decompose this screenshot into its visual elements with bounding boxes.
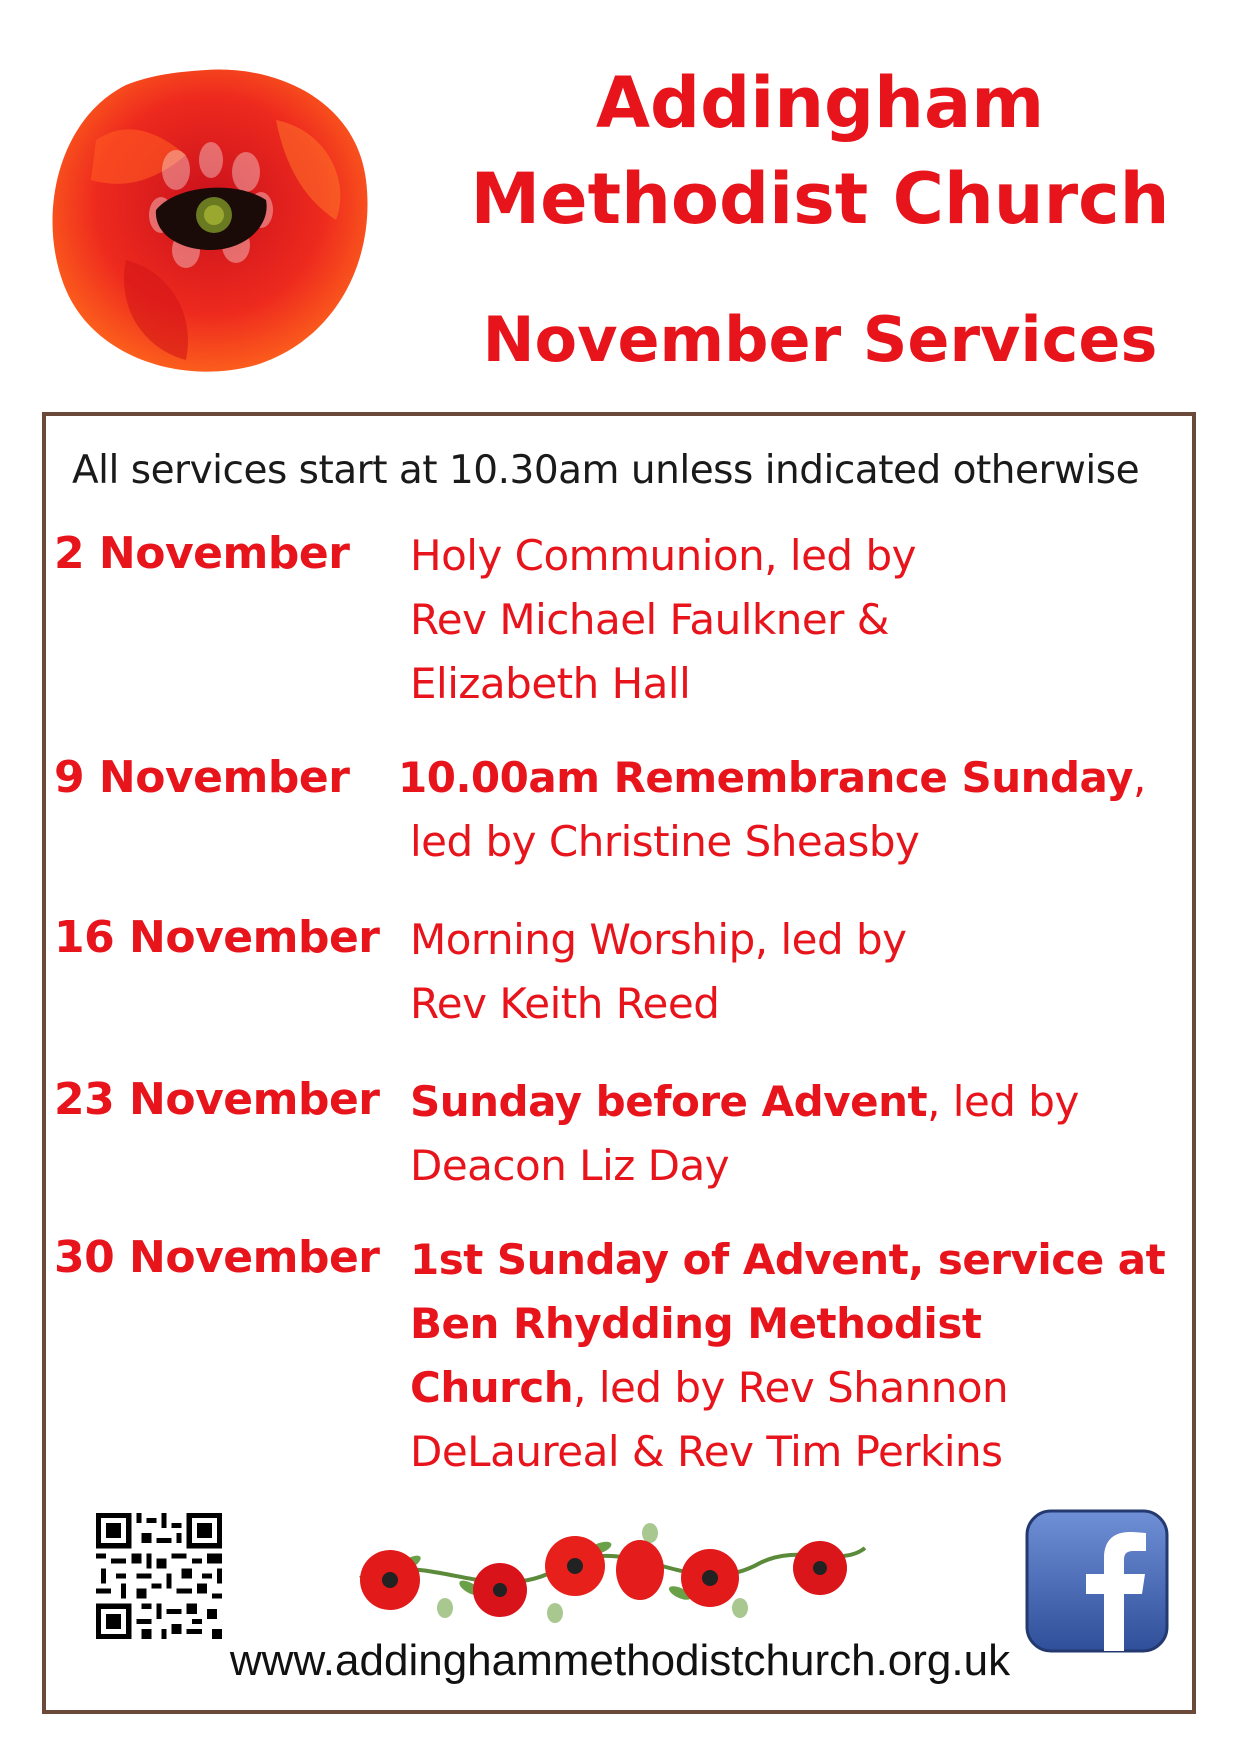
poppy-illustration: [36, 60, 376, 380]
page-title: November Services: [482, 303, 1158, 376]
service-line: Rev Keith Reed: [410, 979, 720, 1028]
service-title: Ben Rhydding Methodist: [410, 1299, 982, 1348]
service-line-rest: , led by Rev Shannon: [573, 1363, 1009, 1412]
service-line: [410, 1228, 1200, 1292]
service-title: Church: [410, 1363, 574, 1412]
service-line: Morning Worship, led by: [410, 915, 907, 964]
service-line: Holy Communion, led by: [410, 531, 916, 580]
service-line: [410, 1070, 1200, 1134]
service-description: [410, 1070, 1200, 1198]
service-line: led by Christine Sheasby: [410, 817, 920, 866]
service-line: Deacon Liz Day: [410, 1141, 730, 1190]
service-line-rest: , led by: [927, 1077, 1079, 1126]
website-url[interactable]: www.addinghammethodistchurch.org.uk: [229, 1636, 1011, 1685]
qr-code-icon[interactable]: [96, 1513, 222, 1639]
service-line: [410, 1356, 1200, 1420]
service-line: [410, 1292, 1200, 1356]
service-description: [410, 524, 1200, 716]
service-line: Elizabeth Hall: [410, 659, 691, 708]
service-description: [398, 746, 1188, 874]
service-title: 1st Sunday of Advent, service at: [410, 1235, 1166, 1284]
service-date: 2 November: [54, 528, 350, 579]
service-date: 9 November: [54, 752, 350, 803]
facebook-icon[interactable]: [1024, 1508, 1170, 1654]
service-title: 10.00am Remembrance Sunday: [398, 753, 1133, 802]
service-date: 30 November: [54, 1232, 380, 1283]
service-line-rest: ,: [1132, 753, 1146, 802]
service-line: DeLaureal & Rev Tim Perkins: [410, 1427, 1003, 1476]
start-time-note: All services start at 10.30am unless indicated otherwise: [72, 448, 1140, 493]
church-name-line2: Methodist Church: [470, 158, 1170, 240]
service-date: 23 November: [54, 1074, 380, 1125]
service-description: [410, 908, 1200, 1036]
service-title: Sunday before Advent: [410, 1077, 928, 1126]
service-description: [410, 1228, 1200, 1484]
church-name-line1: Addingham: [595, 62, 1045, 144]
service-line: Rev Michael Faulkner &: [410, 595, 890, 644]
service-line: [398, 746, 1188, 810]
poppy-garland-illustration: [350, 1508, 870, 1628]
service-date: 16 November: [54, 912, 380, 963]
